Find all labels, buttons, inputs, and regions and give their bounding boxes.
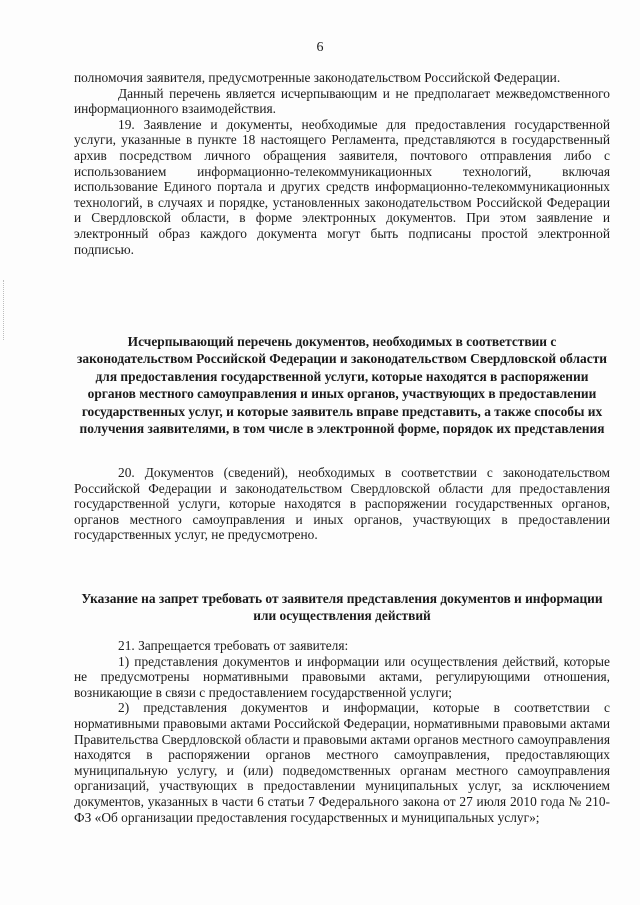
scan-margin-marks — [3, 280, 6, 340]
paragraph-item-20: 20. Документов (сведений), необходимых в соответствии с законодательством Российской Федерации и законодательством Свердловской области для предоставления государственной услуги, которые находятся в распоряжении государственных органов, органов местного самоуправления и иных органов, участвующих в предоставлении государственных услуг, не предусмотрено. — [74, 465, 610, 543]
paragraph-item-21-2: 2) представления документов и информации, которые в соответствии с нормативными правовыми актами Российской Федерации, нормативными правовыми актами Правительства Свердловской области и правовыми актами органов местного самоуправления находятся в распоряжении органов местного самоуправления, предоставляющих муниципальную услугу, и (или) подведомственных органам местного самоуправления организаций, участвующих в предоставлении муниципальных услуг, за исключением документов, указанных в части 6 статьи 7 Федерального закона от 27 июля 2010 года № 210-ФЗ «Об организации предоставления государственных и муниципальных услуг»; — [74, 700, 610, 825]
text-block-item-20 — [74, 465, 610, 543]
section-heading-prohibition: Указание на запрет требовать от заявителя представления документов и информации или осуществления действий — [81, 591, 603, 624]
paragraph-item-21: 21. Запрещается требовать от заявителя: — [118, 638, 349, 653]
page-number: 6 — [316, 40, 324, 55]
paragraph-exhaustive-list: Данный перечень является исчерпывающим и не предполагает межведомственного информационного взаимодействия. — [74, 85, 610, 117]
paragraph-item-21-1: 1) представления документов и информации или осуществления действий, которые не предусмотрены нормативными правовыми актами, регулирующими отношения, возникающие в связи с предоставлением государственной услуги; — [74, 653, 610, 700]
paragraph-item-19: 19. Заявление и документы, необходимые для предоставления государственной услуги, указанные в пункте 18 настоящего Регламента, представляются в государственный архив посредством личного обращения заявителя, почтового отправления либо с использованием информационно-телекоммуникационных технологий, включая использование Единого портала и других средств информационно-телекоммуникационных технологий, в случаях и порядке, установленных законодательством Российской Федерации и Свердловской области, в форме электронных документов. При этом заявление и электронный образ каждого документа могут быть подписаны простой электронной подписью. — [74, 116, 610, 257]
paragraph-powers: полномочия заявителя, предусмотренные законодательством Российской Федерации. — [74, 70, 561, 85]
section-heading-documents-list: Исчерпывающий перечень документов, необходимых в соответствии с законодательством Российской Федерации и законодательством Свердловской области для предоставления государственной услуги, которые находятся в распоряжении органов местного самоуправления и иных органов, участвующих в предоставлении государственных услуг, и которые заявитель вправе представить, а также способы их получения заявителями, в том числе в электронной форме, порядок их представления — [77, 334, 607, 437]
text-block-item-21 — [74, 638, 610, 825]
text-block-item-19 — [74, 70, 610, 257]
